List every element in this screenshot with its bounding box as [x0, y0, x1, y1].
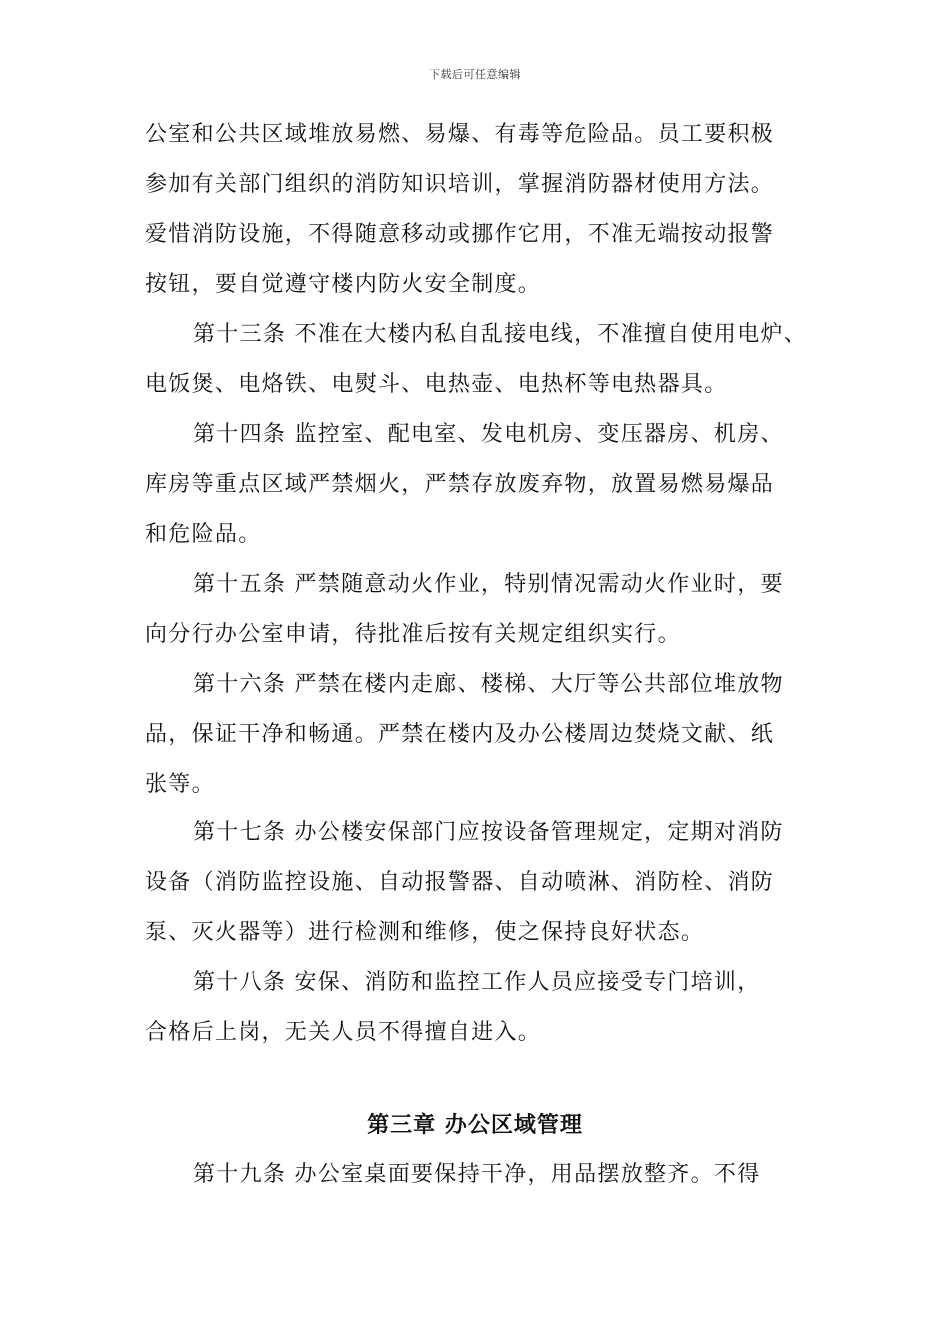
article-18-line-2: 合格后上岗，无关人员不得擅自进入。: [145, 1020, 542, 1045]
article-13-line-1: 第十三条 不准在大楼内私自乱接电线，不准擅自使用电炉、: [193, 322, 808, 347]
article-17-line-2: 设备（消防监控设施、自动报警器、自动喷淋、消防栓、消防: [145, 870, 775, 895]
article-14-line-3: 和危险品。: [145, 522, 262, 547]
article-14-line-2: 库房等重点区域严禁烟火，严禁存放废弃物，放置易燃易爆品: [145, 472, 775, 497]
article-15-line-1: 第十五条 严禁随意动火作业，特别情况需动火作业时，要: [193, 572, 784, 597]
chapter-title: 第三章 办公区域管理: [367, 1112, 583, 1138]
article-15-line-2: 向分行办公室申请，待批准后按有关规定组织实行。: [145, 622, 681, 647]
article-16-line-2: 品，保证干净和畅通。严禁在楼内及办公楼周边焚烧文献、纸: [145, 722, 775, 747]
body-line-2: 参加有关部门组织的消防知识培训，掌握消防器材使用方法。: [145, 172, 775, 197]
body-line-1: 公室和公共区域堆放易燃、易爆、有毒等危险品。员工要积极: [145, 122, 775, 147]
article-17-line-1: 第十七条 办公楼安保部门应按设备管理规定，定期对消防: [193, 820, 784, 845]
body-line-4: 按钮，要自觉遵守楼内防火安全制度。: [145, 272, 542, 297]
article-17-line-3: 泵、灭火器等）进行检测和维修，使之保持良好状态。: [145, 920, 705, 945]
article-18-line-1: 第十八条 安保、消防和监控工作人员应接受专门培训，: [193, 970, 761, 995]
body-line-3: 爱惜消防设施，不得随意移动或挪作它用，不准无端按动报警: [145, 222, 775, 247]
article-14-line-1: 第十四条 监控室、配电室、发电机房、变压器房、机房、: [193, 422, 784, 447]
article-16-line-1: 第十六条 严禁在楼内走廊、楼梯、大厅等公共部位堆放物: [193, 672, 784, 697]
article-19-line-1: 第十九条 办公室桌面要保持干净，用品摆放整齐。不得: [193, 1162, 761, 1187]
header-note: 下载后可任意编辑: [429, 68, 521, 81]
article-13-line-2: 电饭煲、电烙铁、电熨斗、电热壶、电热杯等电热器具。: [145, 372, 728, 397]
article-16-line-3: 张等。: [145, 772, 215, 797]
